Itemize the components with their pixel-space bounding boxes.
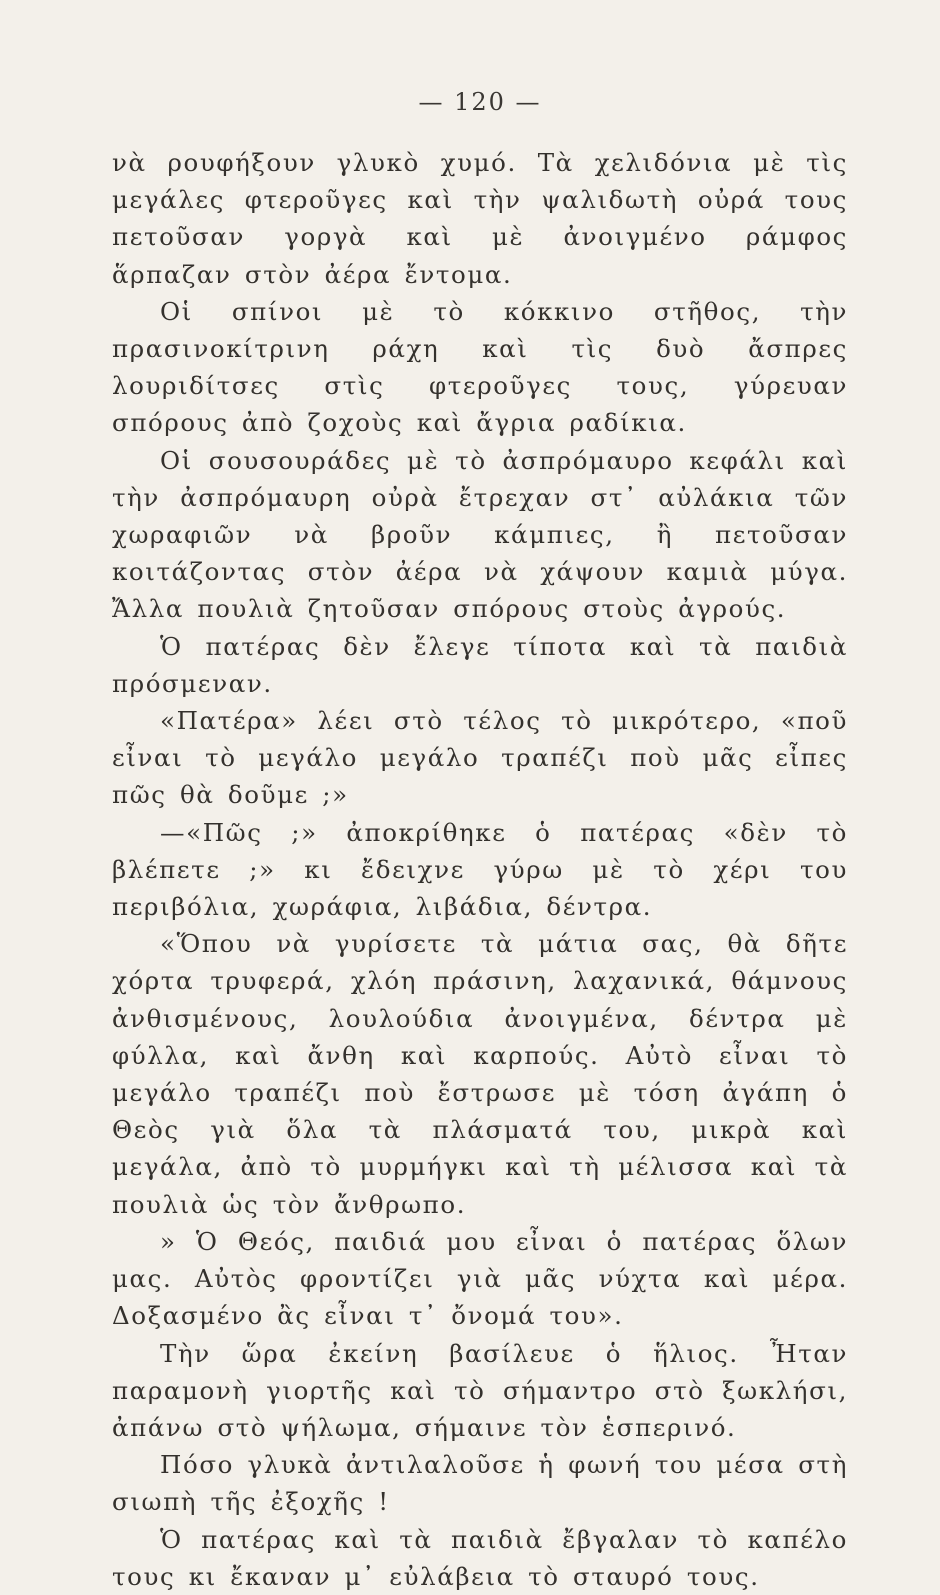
body-text xyxy=(112,144,848,1595)
paragraph: «Ὅπου νὰ γυρίσετε τὰ μάτια σας, θὰ δῆτε χόρτα τρυφερά, χλόη πράσινη, λαχανικά, θάμνους ἀνθισμένους, λουλούδια ἀνοιγμένα, δέντρα μὲ φύλλα, καὶ ἄνθη καὶ καρπούς. Αὐτὸ εἶναι τὸ μεγάλο τραπέζι ποὺ ἔστρωσε μὲ τόση ἀγάπη ὁ Θεὸς γιὰ ὅλα τὰ πλάσματά του, μικρὰ καὶ μεγάλα, ἀπὸ τὸ μυρμήγκι καὶ τὴ μέλισσα καὶ τὰ πουλιὰ ὡς τὸν ἄνθρωπο. xyxy=(112,929,848,1219)
paragraph: νὰ ρουφήξουν γλυκὸ χυμό. Τὰ χελιδόνια μὲ τὶς μεγάλες φτεροῦγες καὶ τὴν ψαλιδωτὴ οὐρά τους πετοῦσαν γοργὰ καὶ μὲ ἀνοιγμένο ράμφος ἅρπαζαν στὸν ἀέρα ἔντομα. xyxy=(112,148,848,289)
page-number: — 120 — xyxy=(418,88,542,116)
paragraph: » Ὁ Θεός, παιδιά μου εἶναι ὁ πατέρας ὅλων μας. Αὐτὸς φροντίζει γιὰ μᾶς νύχτα καὶ μέρα. Δοξασμένο ἂς εἶναι τ᾽ ὄνομά του». xyxy=(112,1226,848,1331)
paragraph: Πόσο γλυκὰ ἀντιλαλοῦσε ἡ φωνή του μέσα στὴ σιωπὴ τῆς ἐξοχῆς ! xyxy=(112,1450,848,1517)
paragraph: Ὁ πατέρας δὲν ἔλεγε τίποτα καὶ τὰ παιδιὰ πρόσμεναν. xyxy=(112,631,848,698)
paragraph: Οἱ σουσουράδες μὲ τὸ ἀσπρόμαυρο κεφάλι καὶ τὴν ἀσπρόμαυρη οὐρὰ ἔτρεχαν στ᾽ αὐλάκια τῶν χωραφιῶν νὰ βροῦν κάμπιες, ἢ πετοῦσαν κοιτάζοντας στὸν ἀέρα νὰ χάψουν καμιὰ μύγα. Ἄλλα πουλιὰ ζητοῦσαν σπόρους στοὺς ἀγρούς. xyxy=(112,445,848,624)
paragraph: Τὴν ὥρα ἐκείνη βασίλευε ὁ ἥλιος. Ἦταν παραμονὴ γιορτῆς καὶ τὸ σήμαντρο στὸ ξωκλήσι, ἀπάνω στὸ ψήλωμα, σήμαινε τὸν ἑσπερινό. xyxy=(112,1338,848,1442)
paragraph: Οἱ σπίνοι μὲ τὸ κόκκινο στῆθος, τὴν πρασινοκίτρινη ράχη καὶ τὶς δυὸ ἄσπρες λουριδίτσες στὶς φτεροῦγες τους, γύρευαν σπόρους ἀπὸ ζοχοὺς καὶ ἄγρια ραδίκια. xyxy=(112,296,848,438)
paragraph: «Πατέρα» λέει στὸ τέλος τὸ μικρότερο, «ποῦ εἶναι τὸ μεγάλο μεγάλο τραπέζι ποὺ μᾶς εἶπες πῶς θὰ δοῦμε ;» xyxy=(112,706,848,810)
paragraph: Ὁ πατέρας καὶ τὰ παιδιὰ ἔβγαλαν τὸ καπέλο τους κι ἔκαναν μ᾽ εὐλάβεια τὸ σταυρό τους. xyxy=(112,1524,848,1591)
paragraph: —«Πῶς ;» ἀποκρίθηκε ὁ πατέρας «δὲν τὸ βλέπετε ;» κι ἔδειχνε γύρω μὲ τὸ χέρι του περιβόλια, χωράφια, λιβάδια, δέντρα. xyxy=(112,817,848,922)
